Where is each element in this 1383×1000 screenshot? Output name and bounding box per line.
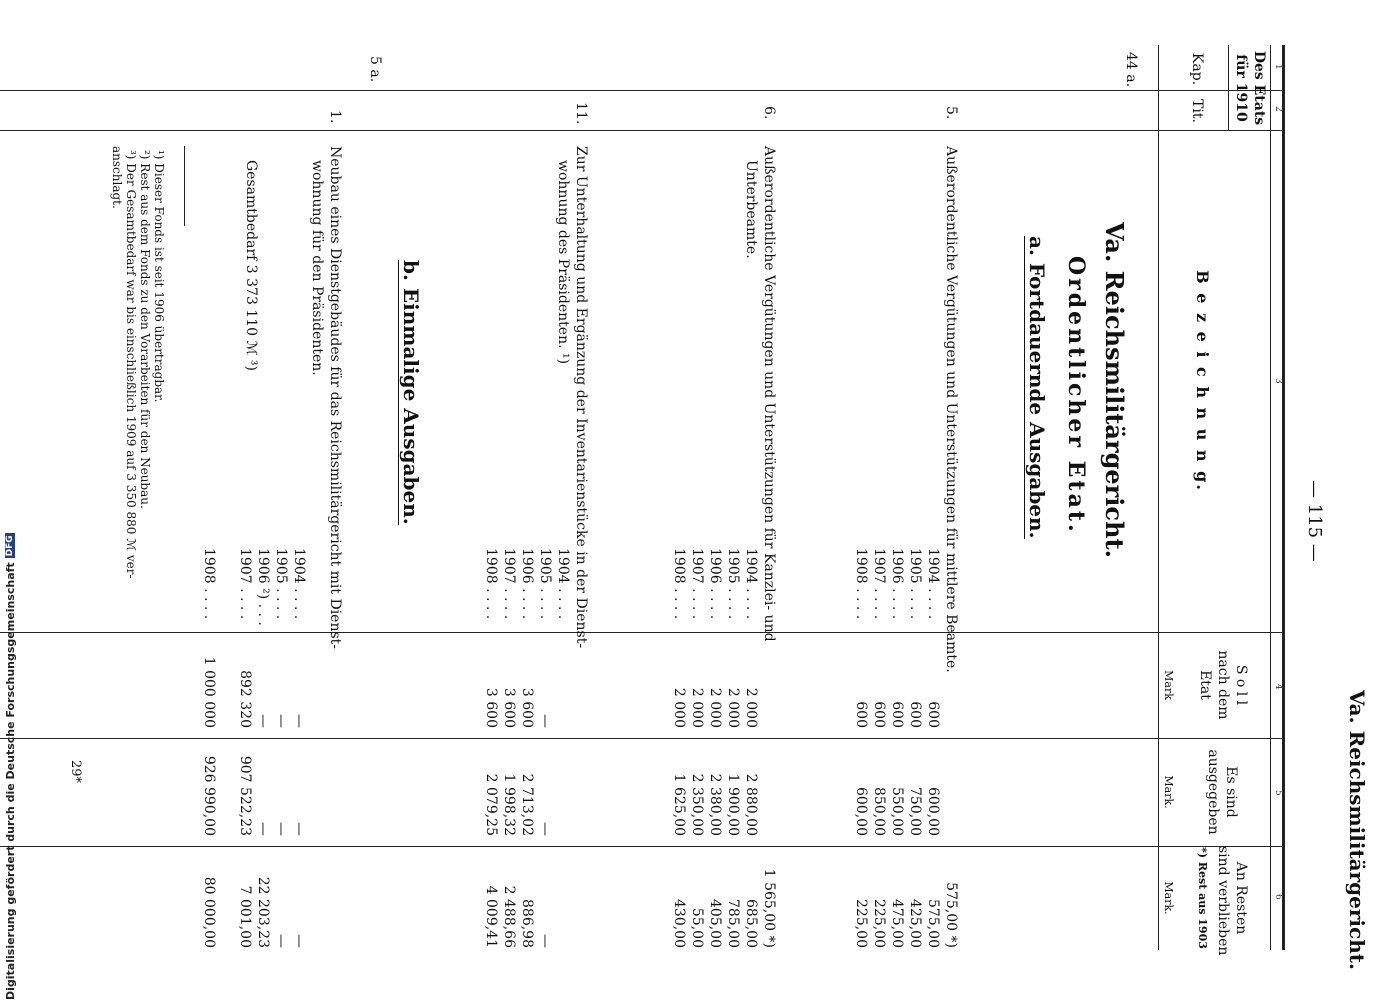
t11-soll-1906: 3 600 bbox=[501, 687, 517, 728]
dfg-logo: DFG bbox=[5, 535, 15, 557]
t1-rest-1906: 22 203,23 bbox=[255, 876, 271, 948]
col-number-3: 3 bbox=[1273, 378, 1283, 384]
t6-rest-1905: 785,00 bbox=[725, 899, 741, 948]
t1-soll-1906: — bbox=[255, 714, 271, 728]
t6-rest-1908: 430,00 bbox=[671, 899, 687, 948]
t6-ausg-1907: 2 350,00 bbox=[689, 773, 705, 836]
t5-soll-1904: 600 bbox=[925, 701, 941, 728]
col-sep-1 bbox=[0, 90, 1285, 91]
col-number-5: 5 bbox=[1273, 790, 1283, 796]
header-ausgegeben-1: Es sind bbox=[1223, 766, 1239, 818]
t11-year-1904: 1904 . . . . bbox=[555, 548, 571, 620]
t11-soll-1907: 3 600 bbox=[483, 687, 499, 728]
table-top-rule bbox=[1282, 45, 1285, 950]
t1-rest-1907: 7 001,00 bbox=[237, 885, 253, 948]
running-head: Va. Reichsmilitärgericht. bbox=[1345, 690, 1369, 970]
col-number-1: 1 bbox=[1273, 64, 1283, 70]
tit-1-text-1: Neubau eines Dienstgebäudes für das Reichsmilitärgericht mit Dienst- bbox=[327, 146, 343, 650]
col-number-2: 2 bbox=[1273, 106, 1283, 112]
kapitel-5a: 5 a. bbox=[367, 56, 383, 83]
t6-rest-1907: 55,00 bbox=[689, 907, 705, 948]
signature-mark: 29* bbox=[68, 760, 83, 784]
header-resten-2: sind verblieben bbox=[1215, 846, 1231, 956]
kapitel-44a: 44 a. bbox=[1123, 52, 1139, 88]
t6-year-1906: 1906 . . . . bbox=[707, 548, 723, 620]
col-sep-4 bbox=[0, 738, 1285, 739]
header-resten-1: An Resten bbox=[1233, 861, 1249, 935]
t1-ausg-1907: 907 522,23 bbox=[237, 755, 253, 836]
column-number-rule bbox=[1270, 45, 1271, 950]
t6-rest-1906: 405,00 bbox=[707, 899, 723, 948]
t6-rest-1903: 1 565,00 *) bbox=[761, 868, 777, 948]
t11-ausg-1905: 2 713,02 bbox=[519, 773, 535, 836]
tit-1: 1. bbox=[327, 110, 343, 124]
t6-ausg-1905: 1 900,00 bbox=[725, 773, 741, 836]
t5-ausg-1905: 750,00 bbox=[907, 787, 923, 836]
t6-ausg-1904: 2 880,00 bbox=[743, 773, 759, 836]
footnote-3: ³) Der Gesamtbedarf war bis einschließlich 1909 auf 3 350 880 ℳ ver- bbox=[124, 150, 138, 579]
header-soll-1: S o l l bbox=[1233, 664, 1249, 706]
t1-rest-1904: — bbox=[291, 934, 307, 948]
t5-year-1905: 1905 . . . . bbox=[907, 548, 923, 620]
col-sep-3 bbox=[0, 632, 1285, 633]
t5-soll-1907: 600 bbox=[871, 701, 887, 728]
tit-6-text-1: Außerordentliche Vergütungen und Unterstützungen für Kanzlei- und bbox=[761, 146, 777, 642]
footnote-2: ²) Rest aus dem Fonds zu den Vorarbeiten für den Neubau. bbox=[138, 150, 152, 509]
t6-year-1907: 1907 . . . . bbox=[689, 548, 705, 620]
t1-soll-1905: — bbox=[273, 714, 289, 728]
header-ausgegeben-2: ausgegeben bbox=[1205, 749, 1221, 835]
tit-11: 11. bbox=[573, 102, 589, 125]
tit-1-gesamt: Gesamtbedarf 3 373 110 ℳ ³) bbox=[243, 160, 259, 371]
section-subtitle: Ordentlicher Etat. bbox=[1063, 256, 1089, 535]
t1-ausg-1905: — bbox=[273, 822, 289, 836]
t5-ausg-1904: 600,00 bbox=[925, 787, 941, 836]
t6-soll-1907: 2 000 bbox=[689, 687, 705, 728]
t1-rest-1908: 80 000,00 bbox=[201, 876, 217, 948]
header-etat-rule bbox=[1228, 45, 1229, 130]
t11-soll-1904: — bbox=[537, 714, 553, 728]
t11-ausg-1904: — bbox=[537, 822, 553, 836]
t1-year-1908: 1908 . . . . bbox=[201, 548, 217, 620]
tit-5: 5. bbox=[943, 106, 959, 120]
t1-soll-1908: 1 000 000 bbox=[201, 656, 217, 728]
t11-year-1907: 1907 . . . . bbox=[501, 548, 517, 620]
t5-year-1908: 1908 . . . . bbox=[853, 548, 869, 620]
t5-ausg-1907: 850,00 bbox=[871, 787, 887, 836]
t6-year-1904: 1904 . . . . bbox=[743, 548, 759, 620]
t6-ausg-1908: 1 625,00 bbox=[671, 773, 687, 836]
col-sep-5 bbox=[0, 846, 1285, 847]
t6-year-1905: 1905 . . . . bbox=[725, 548, 741, 620]
t11-rest-1904: — bbox=[537, 934, 553, 948]
t5-soll-1908: 600 bbox=[853, 701, 869, 728]
t5-rest-1906: 425,00 bbox=[907, 899, 923, 948]
header-resten-note: *) Rest aus 1903 bbox=[1196, 847, 1209, 949]
t11-ausg-1906: 1 998,32 bbox=[501, 773, 517, 836]
header-tit: Tit. bbox=[1189, 99, 1205, 123]
t5-rest-1905: 575,00 bbox=[925, 899, 941, 948]
col-sep-2 bbox=[0, 130, 1285, 131]
header-bezeichnung: B e z e i c h n u n g. bbox=[1193, 270, 1212, 492]
t6-soll-1908: 2 000 bbox=[671, 687, 687, 728]
t11-soll-1905: 3 600 bbox=[519, 687, 535, 728]
t5-rest-1908: 225,00 bbox=[871, 899, 887, 948]
t5-ausg-1906: 550,00 bbox=[889, 787, 905, 836]
t5-year-1904: 1904 . . . . bbox=[925, 548, 941, 620]
t1-soll-1907: 892 320 bbox=[237, 670, 253, 728]
credit-text: Digitalisierung gefördert durch die Deutsche Forschungsgemeinschaft bbox=[3, 562, 17, 1000]
t1-rest-1905: — bbox=[273, 934, 289, 948]
digitization-credit bbox=[0, 0, 20, 1000]
t11-year-1908: 1908 . . . . bbox=[483, 548, 499, 620]
t1-year-1907: 1907 . . . . bbox=[237, 548, 253, 620]
t6-rest-1904: 685,00 bbox=[743, 899, 759, 948]
subsection-a: a. Fortdauernde Ausgaben. bbox=[1025, 236, 1049, 539]
t11-ausg-1907: 2 079,25 bbox=[483, 773, 499, 836]
header-bottom-rule bbox=[1158, 45, 1159, 950]
subsection-b: b. Einmalige Ausgaben. bbox=[399, 260, 423, 525]
t1-year-1906: 1906 ²) . . . bbox=[255, 548, 271, 626]
t5-year-1907: 1907 . . . . bbox=[871, 548, 887, 620]
header-kap: Kap. bbox=[1189, 52, 1205, 86]
t1-soll-1904: — bbox=[291, 714, 307, 728]
t6-soll-1904: 2 000 bbox=[743, 687, 759, 728]
header-soll-3: Etat bbox=[1197, 670, 1213, 700]
section-title: Va. Reichsmilitärgericht. bbox=[1100, 222, 1129, 558]
t5-rest-1907: 475,00 bbox=[889, 899, 905, 948]
tit-11-text-1: Zur Unterhaltung und Ergänzung der Inventarienstücke in der Dienst- bbox=[573, 146, 589, 649]
header-etat-line2: für 1910 bbox=[1233, 54, 1249, 122]
t11-year-1905: 1905 . . . . bbox=[537, 548, 553, 620]
tit-1-text-2: wohnung für den Präsidenten. bbox=[309, 160, 325, 376]
t1-year-1905: 1905 . . . . bbox=[273, 548, 289, 620]
page-number: — 115 — bbox=[1304, 480, 1325, 562]
tit-6-text-2: Unterbeamte. bbox=[743, 160, 759, 259]
t5-soll-1906: 600 bbox=[889, 701, 905, 728]
t6-soll-1905: 2 000 bbox=[725, 687, 741, 728]
tit-11-text-2: wohnung des Präsidenten. ¹) bbox=[555, 160, 571, 365]
t5-soll-1905: 600 bbox=[907, 701, 923, 728]
t6-ausg-1906: 2 380,00 bbox=[707, 773, 723, 836]
t5-rest-extra: 225,00 bbox=[853, 899, 869, 948]
t1-ausg-1904: — bbox=[291, 822, 307, 836]
footnote-4: anschlagt. bbox=[110, 146, 124, 209]
tit-6: 6. bbox=[761, 106, 777, 120]
header-resten-unit: Mark. bbox=[1162, 881, 1175, 915]
t1-ausg-1908: 926 990,00 bbox=[201, 755, 217, 836]
t11-rest-1906: 2 488,66 bbox=[501, 885, 517, 948]
header-soll-unit: Mark bbox=[1162, 670, 1175, 700]
header-etat-line1: Des Etats bbox=[1251, 50, 1267, 126]
t5-year-1906: 1906 . . . . bbox=[889, 548, 905, 620]
t5-rest-1904: 575,00 *) bbox=[943, 882, 959, 948]
t1-ausg-1906: — bbox=[255, 822, 271, 836]
header-ausgegeben-unit: Mark. bbox=[1162, 775, 1175, 809]
t11-rest-1907: 4 009,41 bbox=[483, 885, 499, 948]
t11-rest-1905: 886,98 bbox=[519, 899, 535, 948]
footnote-rule bbox=[184, 146, 185, 226]
t1-year-1904: 1904 . . . . bbox=[291, 548, 307, 620]
col-number-4: 4 bbox=[1273, 684, 1283, 690]
t11-year-1906: 1906 . . . . bbox=[519, 548, 535, 620]
t5-ausg-1908: 600,00 bbox=[853, 787, 869, 836]
tit-5-text: Außerordentliche Vergütungen und Unterstützungen für mittlere Beamte. bbox=[943, 146, 959, 673]
header-soll-2: nach dem bbox=[1215, 650, 1231, 720]
t6-year-1908: 1908 . . . . bbox=[671, 548, 687, 620]
t6-soll-1906: 2 000 bbox=[707, 687, 723, 728]
footnote-1: ¹) Dieser Fonds ist seit 1906 übertragbar. bbox=[152, 150, 166, 403]
col-number-6: 6 bbox=[1273, 894, 1283, 900]
